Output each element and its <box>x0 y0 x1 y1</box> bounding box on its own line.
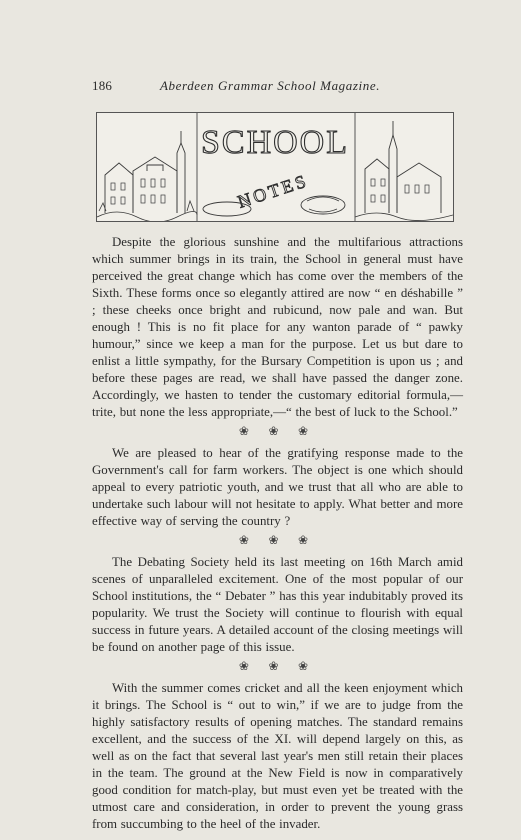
page-number: 186 <box>92 78 113 93</box>
school-notes-banner <box>96 112 454 222</box>
paragraph-sixth-form: Despite the glorious sunshine and the multifarious attractions which summer brings in its train, the School in general must have perceived the great change which has come over the members of the Sixth. These forms once so elegantly attired are now “ en déshabille ” ; these cheeks once bright and rubicund, now pale and wan. But enough ! This is no fit place for any wanton parade of “ pawky humour,” since we keep a man for the purpose. Let us but dare to enlist a little sympathy, for the Bursary Competition is upon us ; and before these pages are read, we shall have passed the danger zone. Accordingly, we hasten to tender the customary editorial formula,—trite, but none the less appropriate,—“ the best of luck to the School.” <box>92 235 463 419</box>
ornament-divider: ❀ ❀ ❀ <box>238 659 317 673</box>
publication-title: Aberdeen Grammar School Magazine. <box>160 78 381 93</box>
castle-sketch-right <box>355 121 453 221</box>
school-notes-lettering <box>201 124 349 216</box>
paragraph-debating-society: The Debating Society held its last meeting on 16th March amid scenes of unparalleled excitement. One of the most popular of our School institutions, the “ Debater ” has this year indubitably proved its popularity. We trust the Society will continue to flourish with equal success in future years. A detailed account of the closing meetings will be found on another page of this issue. <box>92 555 463 654</box>
paragraph-cricket: With the summer comes cricket and all the keen enjoyment which it brings. The School is “ out to win,” if we are to judge from the highly satisfactory results of opening matches. The standard remains excellent, and the success of the XI. will depend largely on this, as well as on the fact that several last year's men still retain their places in the team. The ground at the New Field is now in comparatively good condition for match-play, but must even yet be treated with the utmost care and consideration, in order to prevent the young grass from succumbing to the heel of the invader. <box>92 681 463 831</box>
school-word: SCHOOL <box>200 124 350 161</box>
ornament-divider: ❀ ❀ ❀ <box>238 533 317 547</box>
school-notes-body <box>92 234 463 833</box>
ornament-divider: ❀ ❀ ❀ <box>238 424 317 438</box>
banner-illustration <box>97 113 453 221</box>
notes-word: NOTES <box>235 170 311 212</box>
castle-sketch-left <box>97 131 197 221</box>
paragraph-farm-workers: We are pleased to hear of the gratifying response made to the Government's call for farm workers. The object is one which should appeal to every patriotic youth, and we trust that all who are able to undertake such labour will not hesitate to apply. What better and more effective way of serving the country ? <box>92 446 463 528</box>
